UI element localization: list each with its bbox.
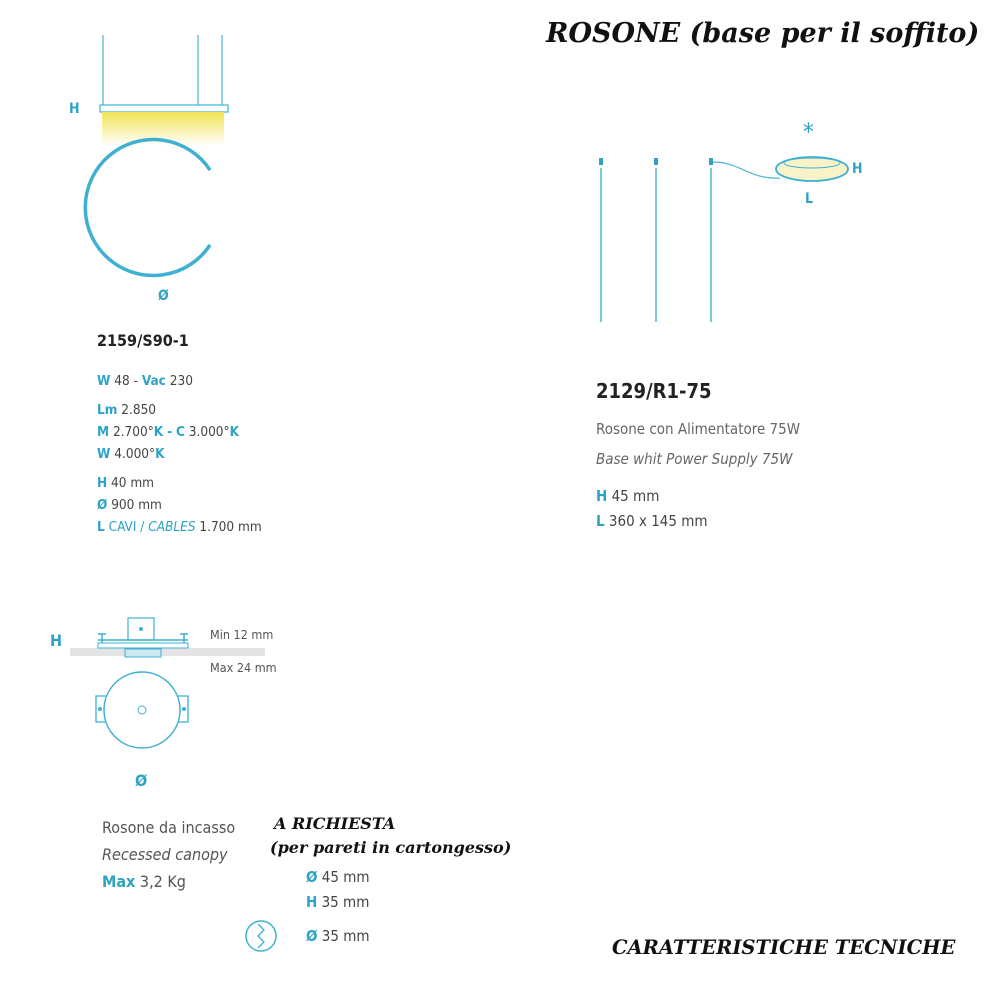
recessed-name-en: Recessed canopy: [102, 845, 228, 864]
footer-title: CARATTERISTICHE TECNICHE: [612, 936, 956, 959]
diameter-label: Ø: [135, 771, 148, 790]
page-title: ROSONE (base per il soffito): [546, 18, 980, 49]
length-label: L: [805, 191, 814, 207]
desc-it: Rosone con Alimentatore 75W: [596, 420, 801, 438]
fixture-bar: [100, 105, 228, 112]
cable-end: [654, 158, 658, 165]
model-2159: 2159/S90-1: [97, 331, 189, 350]
height-label: H: [69, 101, 80, 117]
recessed-max: Max 3,2 Kg: [102, 872, 186, 891]
canopy-cables-diagram: [590, 150, 860, 330]
max-label: Max 24 mm: [210, 660, 277, 675]
model-2129: 2129/R1-75: [596, 379, 712, 403]
canopy-plan: [104, 672, 180, 748]
recessed-name-it: Rosone da incasso: [102, 818, 236, 837]
cable-end: [599, 158, 603, 165]
pendant-ring-diagram: [60, 30, 260, 300]
clip-diameter: Ø 35 mm: [306, 927, 370, 945]
on-request-title: A RICHIESTA: [274, 814, 396, 833]
star-icon: *: [803, 118, 814, 146]
specs-2129: H 45 mm L 360 x 145 mm: [596, 487, 708, 530]
on-request-subtitle: (per pareti in cartongesso): [270, 838, 512, 857]
cable-end: [709, 158, 713, 165]
ring-shape: [85, 139, 210, 275]
power-cable: [713, 162, 780, 178]
height-label: H: [50, 631, 63, 650]
min-label: Min 12 mm: [210, 627, 274, 642]
diameter-label: Ø: [158, 288, 169, 304]
desc-en: Base whit Power Supply 75W: [596, 450, 793, 468]
spring-clip-icon: [244, 915, 278, 957]
on-request-specs: Ø 45 mm H 35 mm: [306, 868, 370, 911]
height-label: H: [852, 161, 863, 177]
specs-2159: W 48 - Vac 230 Lm 2.850 M 2.700°K - C 3.000°K W 4.000°K H 40 mm Ø 900 mm L CAVI / CABLES 1.700 mm: [97, 373, 262, 535]
